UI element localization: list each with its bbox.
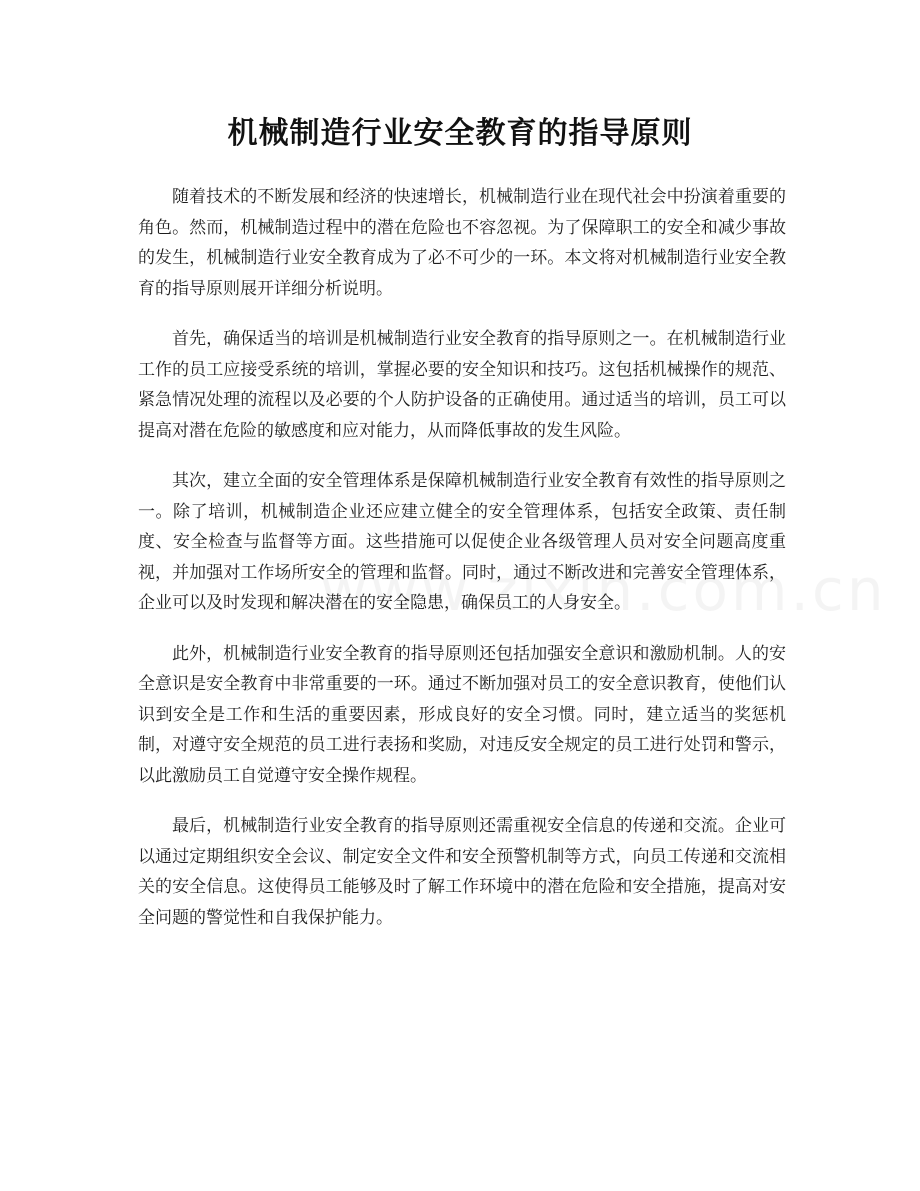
paragraph-training: 首先，确保适当的培训是机械制造行业安全教育的指导原则之一。在机械制造行业工作的员工应接受系统的培训，掌握必要的安全知识和技巧。这包括机械操作的规范、紧急情况处理的流程以及必要的个人防护设备的正确使用。通过适当的培训，员工可以提高对潜在危险的敏感度和应对能力，从而降低事故的发生风险。 <box>138 329 786 441</box>
document-body <box>138 182 786 953</box>
paragraph-intro: 随着技术的不断发展和经济的快速增长，机械制造行业在现代社会中扮演着重要的角色。然而，机械制造过程中的潜在危险也不容忽视。为了保障职工的安全和减少事故的发生，机械制造行业安全教育成为了必不可少的一环。本文将对机械制造行业安全教育的指导原则展开详细分析说明。 <box>138 187 786 299</box>
paragraph-information-exchange: 最后，机械制造行业安全教育的指导原则还需重视安全信息的传递和交流。企业可以通过定期组织安全会议、制定安全文件和安全预警机制等方式，向员工传递和交流相关的安全信息。这使得员工能够及时了解工作环境中的潜在危险和安全措施，提高对安全问题的警觉性和自我保护能力。 <box>138 816 786 928</box>
paragraph-management-system: 其次，建立全面的安全管理体系是保障机械制造行业安全教育有效性的指导原则之一。除了培训，机械制造企业还应建立健全的安全管理体系，包括安全政策、责任制度、安全检查与监督等方面。这些措施可以促使企业各级管理人员对安全问题高度重视，并加强对工作场所安全的管理和监督。同时，通过不断改进和完善安全管理体系，企业可以及时发现和解决潜在的安全隐患，确保员工的人身安全。 <box>138 471 786 613</box>
document-title: 机械制造行业安全教育的指导原则 <box>227 116 693 151</box>
paragraph-safety-awareness: 此外，机械制造行业安全教育的指导原则还包括加强安全意识和激励机制。人的安全意识是安全教育中非常重要的一环。通过不断加强对员工的安全意识教育，使他们认识到安全是工作和生活的重要因素，形成良好的安全习惯。同时，建立适当的奖惩机制，对遵守安全规范的员工进行表扬和奖励，对违反安全规定的员工进行处罚和警示，以此激励员工自觉遵守安全操作规程。 <box>138 643 786 786</box>
